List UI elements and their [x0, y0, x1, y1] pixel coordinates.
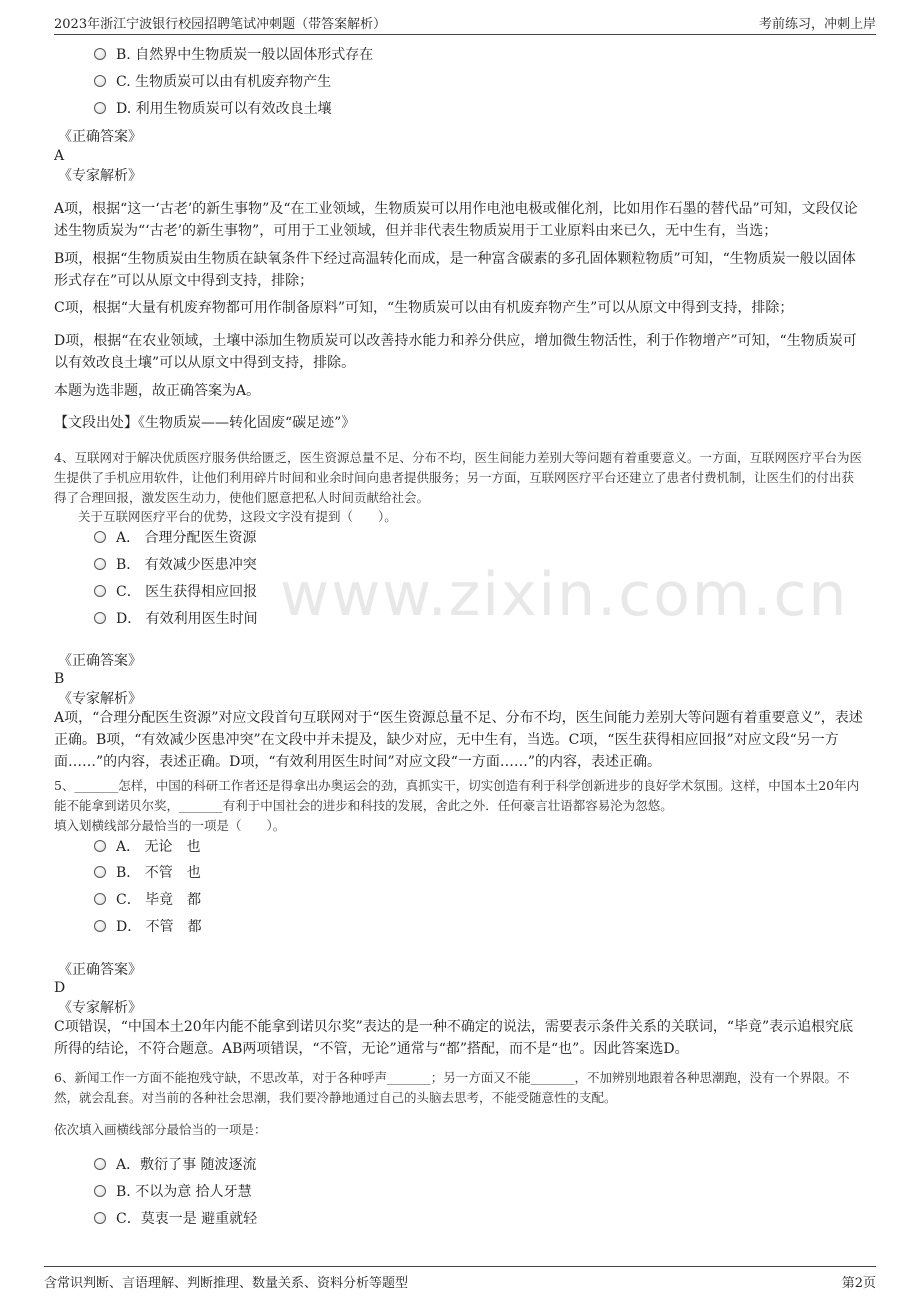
q6-option-c[interactable]: C．莫衷一是 避重就轻	[94, 1208, 257, 1230]
q6-stem: 6、新闻工作一方面不能抱残守缺，不思改革，对于各种呼声_______；另一方面又不能_______，不加辨别地跟着各种思潮跑，没有一个界限。不然，就会乱套。对当前的各种社会思潮，我们要冷静地通过自己的头脑去思考，不能受随意性的支配。	[54, 1070, 850, 1105]
q3-option-b[interactable]: B. 自然界中生物质炭一般以固体形式存在	[94, 44, 373, 66]
radio-icon[interactable]	[94, 893, 106, 905]
q5-option-a[interactable]: A． 无论 也	[94, 836, 201, 858]
radio-icon[interactable]	[94, 48, 106, 60]
q4-option-b[interactable]: B． 有效减少医患冲突	[94, 554, 257, 576]
q4-answer-label: 《正确答案》	[58, 653, 142, 669]
header-slogan: 考前练习，冲刺上岸	[758, 17, 876, 32]
q4-answer: B	[54, 671, 65, 687]
q3-answer-label: 《正确答案》	[58, 129, 142, 145]
radio-icon[interactable]	[94, 1158, 106, 1170]
radio-icon[interactable]	[94, 1185, 106, 1197]
q4-question: 关于互联网医疗平台的优势，这段文字没有提到（ ）。	[78, 509, 397, 524]
q4-analysis-label: 《专家解析》	[58, 691, 142, 707]
q3-analysis-c: C项，根据“大量有机废弃物都可用作制备原料”可知，“生物质炭可以由有机废弃物产生”可以从原文中得到支持，排除；	[54, 300, 794, 316]
q3-option-c[interactable]: C. 生物质炭可以由有机废弃物产生	[94, 71, 331, 93]
radio-icon[interactable]	[94, 558, 106, 570]
q3-analysis-b: B项，根据“生物质炭由生物质在缺氧条件下经过高温转化而成，是一种富含碳素的多孔固体颗粒物质”可知，“生物质炭一般以固体形式存在”可以从原文中得到支持，排除；	[54, 251, 856, 289]
q5-option-c[interactable]: C． 毕竟 都	[94, 889, 201, 911]
q3-conclusion: 本题为选非题，故正确答案为A。	[54, 383, 261, 399]
page-header	[54, 10, 876, 35]
q4-option-c[interactable]: C． 医生获得相应回报	[94, 581, 257, 603]
radio-icon[interactable]	[94, 585, 106, 597]
q3-analysis-label: 《专家解析》	[58, 168, 142, 184]
q5-stem: 5、_______怎样，中国的科研工作者还是得拿出办奥运会的劲，真抓实干，切实创造有利于科学创新进步的良好学术氛围。这样，中国本土20年内能不能拿到诺贝尔奖，_______有利于中国社会的进步和科技的发展，舍此之外．任何豪言壮语都容易沦为忽悠。	[54, 778, 860, 813]
q4-stem: 4、互联网对于解决优质医疗服务供给匮乏，医生资源总量不足、分布不均，医生间能力差别大等问题有着重要意义。一方面，互联网医疗平台为医生提供了手机应用软件，让他们利用碎片时间和业余时间向患者提供服务；另一方面，互联网医疗平台还建立了患者付费机制，让医生们的付出获得了合理回报，激发医生动力，使他们愿意把私人时间贡献给社会。	[54, 450, 862, 505]
q5-analysis: C项错误，“中国本土20年内能不能拿到诺贝尔奖”表达的是一种不确定的说法，需要表示条件关系的关联词，“毕竟”表示追根究底所得的结论，不符合题意。AB两项错误，“不管，无论”通常与“都”搭配，而不是“也”。因此答案选D。	[54, 1019, 854, 1057]
header-title: 2023年浙江宁波银行校园招聘笔试冲刺题（带答案解析）	[54, 17, 387, 32]
radio-icon[interactable]	[94, 866, 106, 878]
q5-option-d[interactable]: D． 不管 都	[94, 916, 202, 938]
q6-question: 依次填入画横线部分最恰当的一项是：	[54, 1122, 267, 1137]
radio-icon[interactable]	[94, 612, 106, 624]
q5-question: 填入划横线部分最恰当的一项是（ ）。	[54, 818, 286, 833]
radio-icon[interactable]	[94, 1212, 106, 1224]
q5-answer: D	[54, 980, 66, 996]
footer-description: 含常识判断、言语理解、判断推理、数量关系、资料分析等题型	[44, 1276, 409, 1291]
radio-icon[interactable]	[94, 102, 106, 114]
q3-option-d[interactable]: D. 利用生物质炭可以有效改良土壤	[94, 98, 332, 120]
q3-source: 【文段出处】《生物质炭——转化固废“碳足迹”》	[54, 415, 356, 431]
q5-option-b[interactable]: B． 不管 也	[94, 862, 201, 884]
radio-icon[interactable]	[94, 531, 106, 543]
q6-option-b[interactable]: B. 不以为意 拾人牙慧	[94, 1181, 252, 1203]
watermark: www.zixin.com.cn	[280, 560, 849, 630]
page-footer	[44, 1266, 876, 1291]
q3-analysis-d: D项，根据“在农业领域，土壤中添加生物质炭可以改善持水能力和养分供应，增加微生物活性，利于作物增产”可知，“生物质炭可以有效改良土壤”可以从原文中得到支持，排除。	[54, 333, 857, 371]
radio-icon[interactable]	[94, 75, 106, 87]
q6-option-a[interactable]: A．敷衍了事 随波逐流	[94, 1154, 257, 1176]
page-number: 第2页	[841, 1276, 876, 1291]
q5-analysis-label: 《专家解析》	[58, 1000, 142, 1016]
q5-answer-label: 《正确答案》	[58, 962, 142, 978]
q4-option-d[interactable]: D． 有效利用医生时间	[94, 608, 258, 630]
q3-analysis-a: A项，根据“这一‘古老’的新生事物”及“在工业领域，生物质炭可以用作电池电极或催化剂，比如用作石墨的替代品”可知，文段仅论述生物质炭为“‘古老’的新生事物”，可用于工业领域，但并非代表生物质炭用于工业原料由来已久，无中生有，当选；	[54, 201, 858, 239]
q4-option-a[interactable]: A． 合理分配医生资源	[94, 527, 257, 549]
radio-icon[interactable]	[94, 840, 106, 852]
q4-analysis: A项，“合理分配医生资源”对应文段首句互联网对于“医生资源总量不足、分布不均，医生间能力差别大等问题有着重要意义”，表述正确。B项，“有效减少医患冲突”在文段中并未提及，缺少对应，无中生有，当选。C项，“医生获得相应回报”对应文段“另一方面……”的内容，表述正确。D项，“有效利用医生时间”对应文段“一方面……”的内容，表述正确。	[54, 710, 863, 770]
radio-icon[interactable]	[94, 920, 106, 932]
q3-answer: A	[54, 148, 65, 164]
